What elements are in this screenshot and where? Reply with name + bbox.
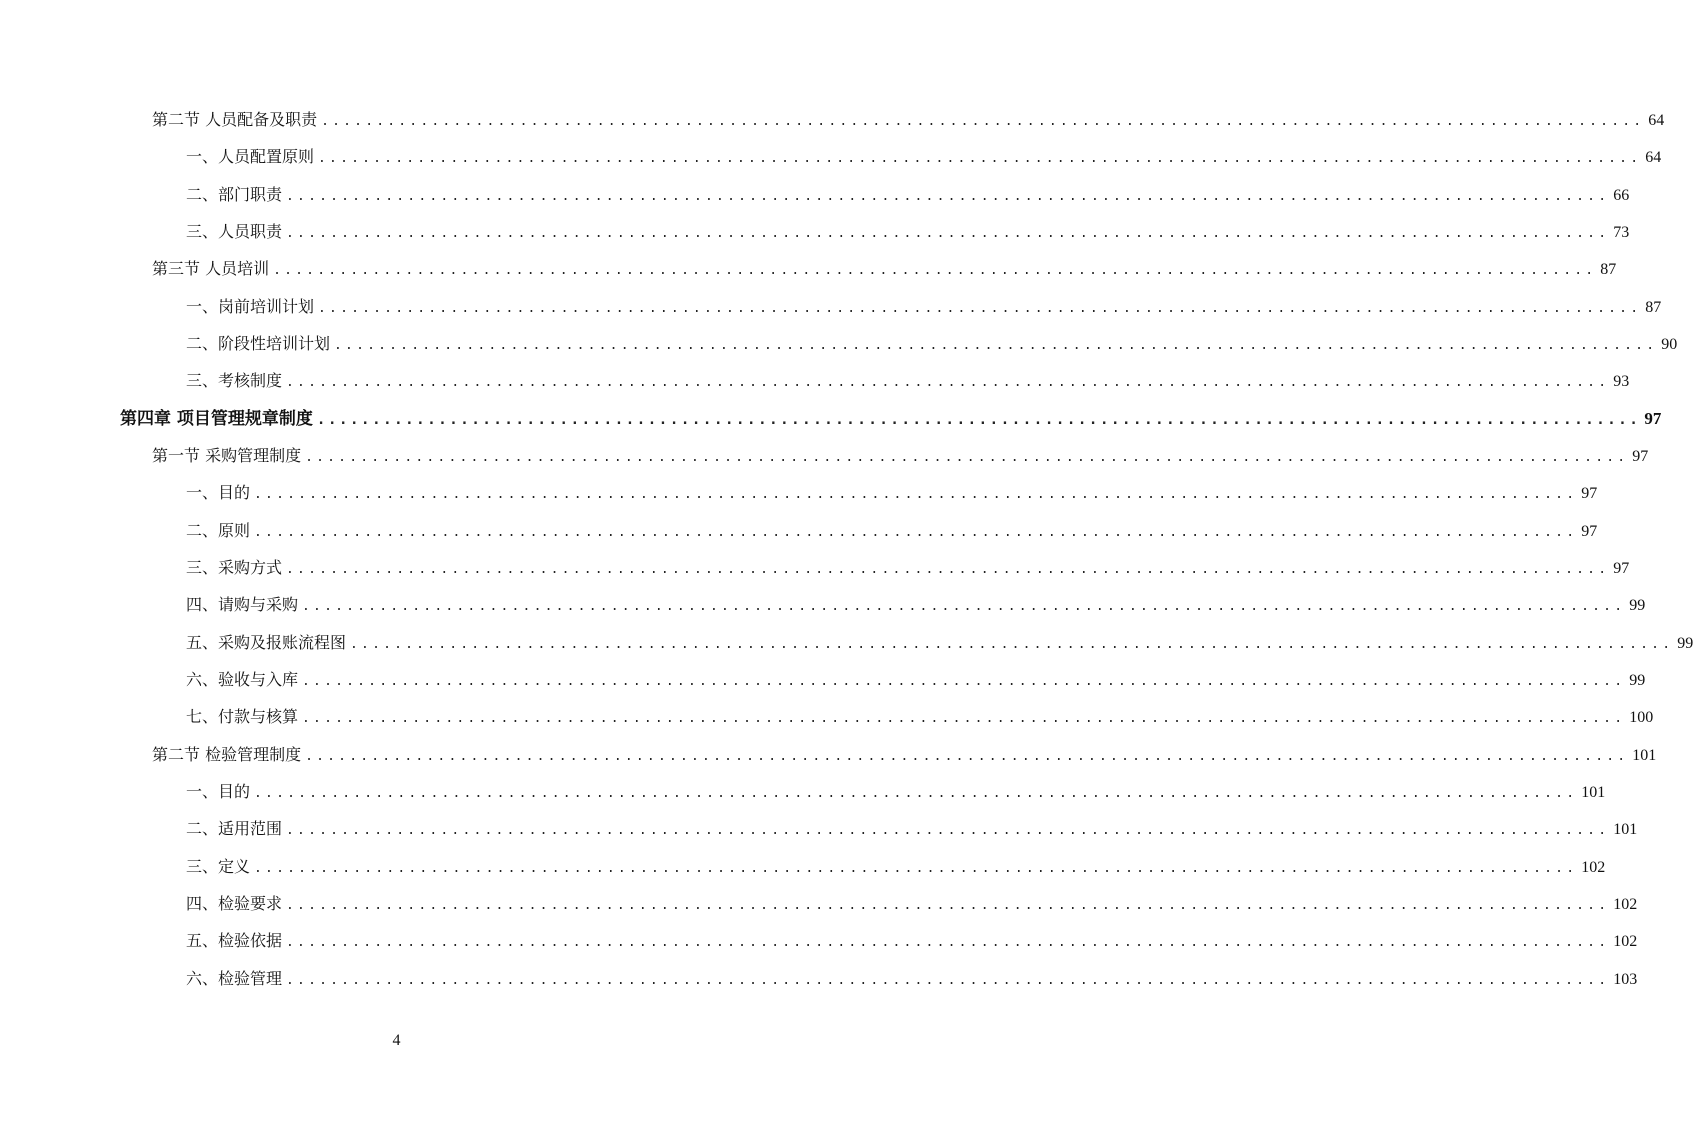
toc-entry-item[interactable] <box>186 512 1598 549</box>
dot-leader: ........................................................................................................................ <box>318 301 1642 316</box>
toc-entry-item[interactable] <box>186 810 1638 847</box>
toc-entry-page: 99 <box>1629 672 1646 689</box>
toc-entry-label: 第四章 项目管理规章制度 <box>120 409 313 429</box>
toc-entry-chapter[interactable] <box>120 400 1662 437</box>
toc-entry-label: 一、目的 <box>186 782 251 801</box>
toc-entry-label: 第一节 采购管理制度 <box>152 446 302 465</box>
dot-leader: ........................................................................................................................ <box>286 226 1610 241</box>
toc-entry-label: 七、付款与核算 <box>186 707 299 726</box>
toc-entry-item[interactable] <box>186 213 1630 250</box>
dot-leader: ........................................................................................................................ <box>334 338 1658 353</box>
toc-entry-page: 102 <box>1613 896 1638 913</box>
dot-leader: ........................................................................................................................ <box>286 973 1610 988</box>
dot-leader: ........................................................................................................................ <box>254 525 1578 540</box>
toc-entry-label: 一、人员配置原则 <box>186 147 315 166</box>
toc-entry-page: 90 <box>1661 336 1678 353</box>
toc-entry-label: 二、适用范围 <box>186 819 283 838</box>
toc-entry-item[interactable] <box>186 138 1662 175</box>
toc-entry-page: 93 <box>1613 373 1630 390</box>
dot-leader: ........................................................................................................................ <box>302 674 1626 689</box>
toc-entry-label: 二、阶段性培训计划 <box>186 334 331 353</box>
dot-leader: ........................................................................................................................ <box>302 711 1626 726</box>
toc-entry-page: 97 <box>1613 560 1630 577</box>
toc-entry-label: 四、请购与采购 <box>186 595 299 614</box>
dot-leader: ........................................................................................................................ <box>286 823 1610 838</box>
toc-entry-label: 三、考核制度 <box>186 371 283 390</box>
dot-leader: ........................................................................................................................ <box>350 637 1674 652</box>
toc-entry-page: 102 <box>1581 859 1606 876</box>
toc-entry-label: 一、目的 <box>186 483 251 502</box>
toc-entry-label: 三、采购方式 <box>186 558 283 577</box>
toc-entry-item[interactable] <box>186 474 1598 511</box>
toc-entry-page: 87 <box>1600 261 1617 278</box>
toc-entry-item[interactable] <box>186 362 1630 399</box>
toc-entry-page: 101 <box>1632 747 1657 764</box>
toc-entry-item[interactable] <box>186 624 1693 661</box>
dot-leader: ........................................................................................................................ <box>321 114 1645 129</box>
toc-entry-label: 二、部门职责 <box>186 185 283 204</box>
toc-entry-page: 101 <box>1581 784 1606 801</box>
toc-entry-page: 97 <box>1632 448 1649 465</box>
toc-entry-page: 99 <box>1629 597 1646 614</box>
dot-leader: ........................................................................................................................ <box>302 599 1626 614</box>
dot-leader: ........................................................................................................................ <box>316 412 1641 428</box>
toc-entry-label: 第三节 人员培训 <box>152 259 270 278</box>
dot-leader: ........................................................................................................................ <box>305 749 1629 764</box>
toc-entry-label: 四、检验要求 <box>186 894 283 913</box>
dot-leader: ........................................................................................................................ <box>286 189 1610 204</box>
toc-entry-page: 103 <box>1613 971 1638 988</box>
toc-entry-label: 一、岗前培训计划 <box>186 297 315 316</box>
toc-entry-section[interactable] <box>152 437 1649 474</box>
dot-leader: ........................................................................................................................ <box>286 375 1610 390</box>
toc-entry-item[interactable] <box>186 848 1606 885</box>
toc-entry-label: 第二节 人员配备及职责 <box>152 110 318 129</box>
toc-entry-section[interactable] <box>152 250 1617 287</box>
toc-entry-item[interactable] <box>186 922 1638 959</box>
toc-entry-label: 三、人员职责 <box>186 222 283 241</box>
dot-leader: ........................................................................................................................ <box>254 487 1578 502</box>
dot-leader: ........................................................................................................................ <box>286 562 1610 577</box>
toc-entry-item[interactable] <box>186 586 1646 623</box>
toc-entry-item[interactable] <box>186 698 1654 735</box>
dot-leader: ........................................................................................................................ <box>254 861 1578 876</box>
toc-entry-page: 87 <box>1645 299 1662 316</box>
toc-entry-page: 102 <box>1613 933 1638 950</box>
dot-leader: ........................................................................................................................ <box>254 786 1578 801</box>
toc-entry-item[interactable] <box>186 549 1630 586</box>
toc-entry-item[interactable] <box>186 773 1606 810</box>
toc-entry-page: 73 <box>1613 224 1630 241</box>
toc-entry-page: 97 <box>1581 523 1598 540</box>
toc-entry-item[interactable] <box>186 325 1678 362</box>
toc-entry-label: 三、定义 <box>186 857 251 876</box>
toc-entry-page: 97 <box>1644 409 1662 428</box>
page-number: 4 <box>392 1032 401 1049</box>
toc-entry-page: 100 <box>1629 709 1654 726</box>
dot-leader: ........................................................................................................................ <box>286 898 1610 913</box>
dot-leader: ........................................................................................................................ <box>305 450 1629 465</box>
toc-entry-page: 66 <box>1613 187 1630 204</box>
toc-entry-page: 99 <box>1677 635 1693 652</box>
toc-entry-label: 五、检验依据 <box>186 931 283 950</box>
toc-entry-section[interactable] <box>152 101 1665 138</box>
toc-entry-page: 101 <box>1613 821 1638 838</box>
toc-entry-item[interactable] <box>186 176 1630 213</box>
toc-entry-item[interactable] <box>186 960 1638 997</box>
toc-entry-item[interactable] <box>186 288 1662 325</box>
toc-entry-label: 六、验收与入库 <box>186 670 299 689</box>
toc-entry-label: 六、检验管理 <box>186 969 283 988</box>
dot-leader: ........................................................................................................................ <box>273 263 1597 278</box>
toc-entry-item[interactable] <box>186 885 1638 922</box>
dot-leader: ........................................................................................................................ <box>286 935 1610 950</box>
toc-entry-section[interactable] <box>152 736 1657 773</box>
toc-entry-label: 第二节 检验管理制度 <box>152 745 302 764</box>
toc-entry-page: 64 <box>1648 112 1665 129</box>
toc-entry-item[interactable] <box>186 661 1646 698</box>
toc-entry-page: 64 <box>1645 149 1662 166</box>
toc-entry-label: 五、采购及报账流程图 <box>186 633 347 652</box>
toc-entry-label: 二、原则 <box>186 521 251 540</box>
toc-entry-page: 97 <box>1581 485 1598 502</box>
dot-leader: ........................................................................................................................ <box>318 151 1642 166</box>
